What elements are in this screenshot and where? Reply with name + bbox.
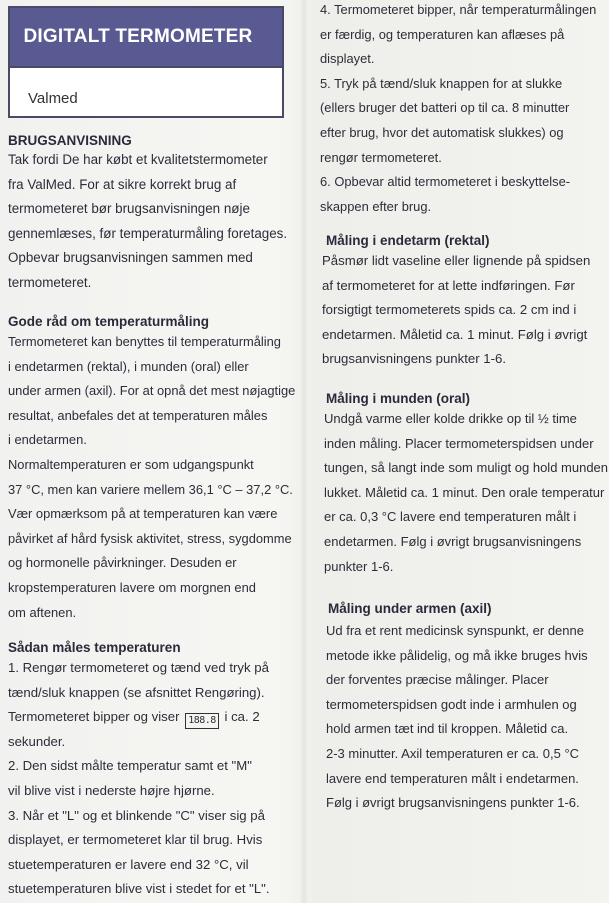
steps-line: er færdig, og temperaturen kan aflæses på: [320, 26, 565, 42]
rektal-line: brugsanvisningens punkter 1-6.: [322, 351, 507, 367]
rektal-line: Påsmør lidt vaseline eller lignende på spidsen: [322, 253, 591, 268]
gode-raad-line: under armen (axil). For at opnå det mest nøjagtige: [8, 383, 296, 399]
axil-line: Følg i øvrigt brugsanvisningens punkter 1-6.: [326, 795, 580, 811]
saadan-line: tænd/sluk knappen (se afsnittet Rengøring).: [8, 684, 265, 700]
gode-raad-line: i endetarmen (rektal), i munden (oral) eller: [8, 358, 249, 374]
gode-raad-heading: Gode råd om temperaturmåling: [8, 314, 210, 329]
rektal-text: [322, 249, 604, 372]
saadan-icon-line-after: i ca. 2: [224, 709, 260, 725]
saadan-icon-line-before: Termometeret bipper og viser: [8, 709, 180, 725]
axil-line: termometerspidsen godt inde i armhulen og: [326, 696, 577, 712]
axil-heading: Måling under armen (axil): [328, 601, 492, 616]
axil-text: [326, 619, 604, 816]
axil-line: hold armen tæt ind til kroppen. Måletid ca.: [326, 721, 569, 737]
brand-box: [8, 6, 284, 118]
rektal-line: forsigtigt termometerets spids ca. 2 cm ind i: [322, 302, 577, 318]
gode-raad-line: Normaltemperaturen er som udgangspunkt: [8, 456, 254, 472]
saadan-line: 2. Den sidst målte temperatur samt et "M": [8, 758, 252, 774]
oral-line: endetarmen. Følg i øvrigt brugsanvisningens: [324, 533, 582, 549]
oral-line: lukket. Måletid ca. 1 minut. Den orale temperatur: [324, 484, 605, 500]
steps-line: 5. Tryk på tænd/sluk knappen for at slukke: [320, 75, 563, 91]
lcd-display-icon: 188.8: [185, 713, 219, 729]
rektal-line: endetarmen. Måletid ca. 1 minut. Følg i øvrigt: [322, 326, 588, 342]
axil-line: lavere end temperaturen målt i endetarmen.: [326, 770, 579, 786]
gode-raad-line: og hormonelle påvirkninger. Desuden er: [8, 555, 237, 571]
oral-heading: Måling i munden (oral): [326, 391, 470, 406]
saadan-text: [8, 656, 294, 902]
oral-line: er ca. 0,3 °C lavere end temperaturen målt i: [324, 509, 577, 525]
intro-line: gennemlæses, før temperaturmåling foretages.: [8, 225, 288, 241]
brugsanvisning-heading: BRUGSANVISNING: [8, 133, 132, 148]
gode-raad-line: om aftenen.: [8, 604, 77, 620]
saadan-line: stuetemperaturen er lavere end 32 °C, vil: [8, 856, 249, 872]
axil-line: metode ikke pålidelig, og må ikke bruges hvis: [326, 647, 588, 663]
axil-line: 2-3 minutter. Axil temperaturen er ca. 0,5 °C: [326, 745, 580, 761]
gode-raad-text: [8, 330, 294, 625]
rektal-heading: Måling i endetarm (rektal): [326, 233, 490, 248]
steps-line: efter brug, hvor det automatisk slukkes) og: [320, 124, 564, 140]
steps-line: 6. Opbevar altid termometeret i beskyttelse-: [320, 174, 571, 190]
steps-line: 4. Termometeret bipper, når temperaturmålingen: [320, 2, 597, 17]
intro-text: [8, 148, 292, 296]
saadan-line: stuetemperaturen blive vist i stedet for et "L".: [8, 881, 270, 897]
oral-line: punkter 1-6.: [324, 558, 394, 574]
saadan-line: vil blive vist i nederste højre hjørne.: [8, 782, 215, 798]
gode-raad-line: Vær opmærksom på at temperaturen kan være: [8, 506, 278, 522]
gode-raad-line: resultat, anbefales det at temperaturen måles: [8, 407, 268, 423]
gode-raad-line: påvirket af hård fysisk aktivitet, stress, sygdomme: [8, 530, 292, 546]
intro-line: Tak fordi De har købt et kvalitetstermometer: [8, 152, 268, 167]
axil-line: Ud fra et rent medicinsk synspunkt, er denne: [326, 623, 584, 638]
intro-line: fra ValMed. For at sikre korrekt brug af: [8, 176, 237, 192]
gode-raad-line: kropstemperaturen lavere om morgnen end: [8, 579, 256, 595]
steps-line: rengør termometeret.: [320, 149, 442, 165]
steps-line: (ellers bruger det batteri op til ca. 8 minutter: [320, 100, 570, 116]
saadan-line: 1. Rengør termometeret og tænd ved tryk på: [8, 660, 269, 675]
axil-line: der forventes præcise målinger. Placer: [326, 672, 549, 688]
brand-title: DIGITALT TERMOMETER: [23, 26, 253, 47]
saadan-line: sekunder.: [8, 733, 66, 749]
steps-text: [320, 0, 604, 219]
saadan-line: displayet, er termometeret klar til brug. Hvis: [8, 832, 263, 848]
saadan-heading: Sådan måles temperaturen: [8, 640, 181, 655]
oral-line: Undgå varme eller kolde drikke op til ½ time: [324, 411, 577, 426]
intro-line: termometeret.: [8, 274, 92, 290]
paper-fold: [300, 0, 308, 903]
rektal-line: af termometeret for at lette indføringen. Før: [322, 277, 575, 293]
oral-text: [324, 407, 609, 579]
saadan-line: 3. Når et "L" og et blinkende "C" viser sig på: [8, 807, 265, 823]
steps-line: displayet.: [320, 51, 375, 67]
intro-line: termometeret bør brugsanvisningen nøje: [8, 201, 250, 217]
saadan-line-with-icon: [8, 705, 294, 730]
steps-line: skappen efter brug.: [320, 198, 432, 214]
gode-raad-line: Termometeret kan benyttes til temperaturmåling: [8, 334, 281, 349]
gode-raad-line: 37 °C, men kan variere mellem 36,1 °C – 37,2 °C.: [8, 481, 293, 497]
intro-line: Opbevar brugsanvisningen sammen med: [8, 250, 253, 266]
brand-title-bar: [10, 8, 282, 68]
brand-maker: Valmed: [28, 90, 78, 107]
oral-line: tungen, så langt inde som muligt og hold munden: [324, 460, 609, 476]
oral-line: inden måling. Placer termometerspidsen under: [324, 435, 594, 451]
gode-raad-line: i endetarmen.: [8, 432, 87, 448]
